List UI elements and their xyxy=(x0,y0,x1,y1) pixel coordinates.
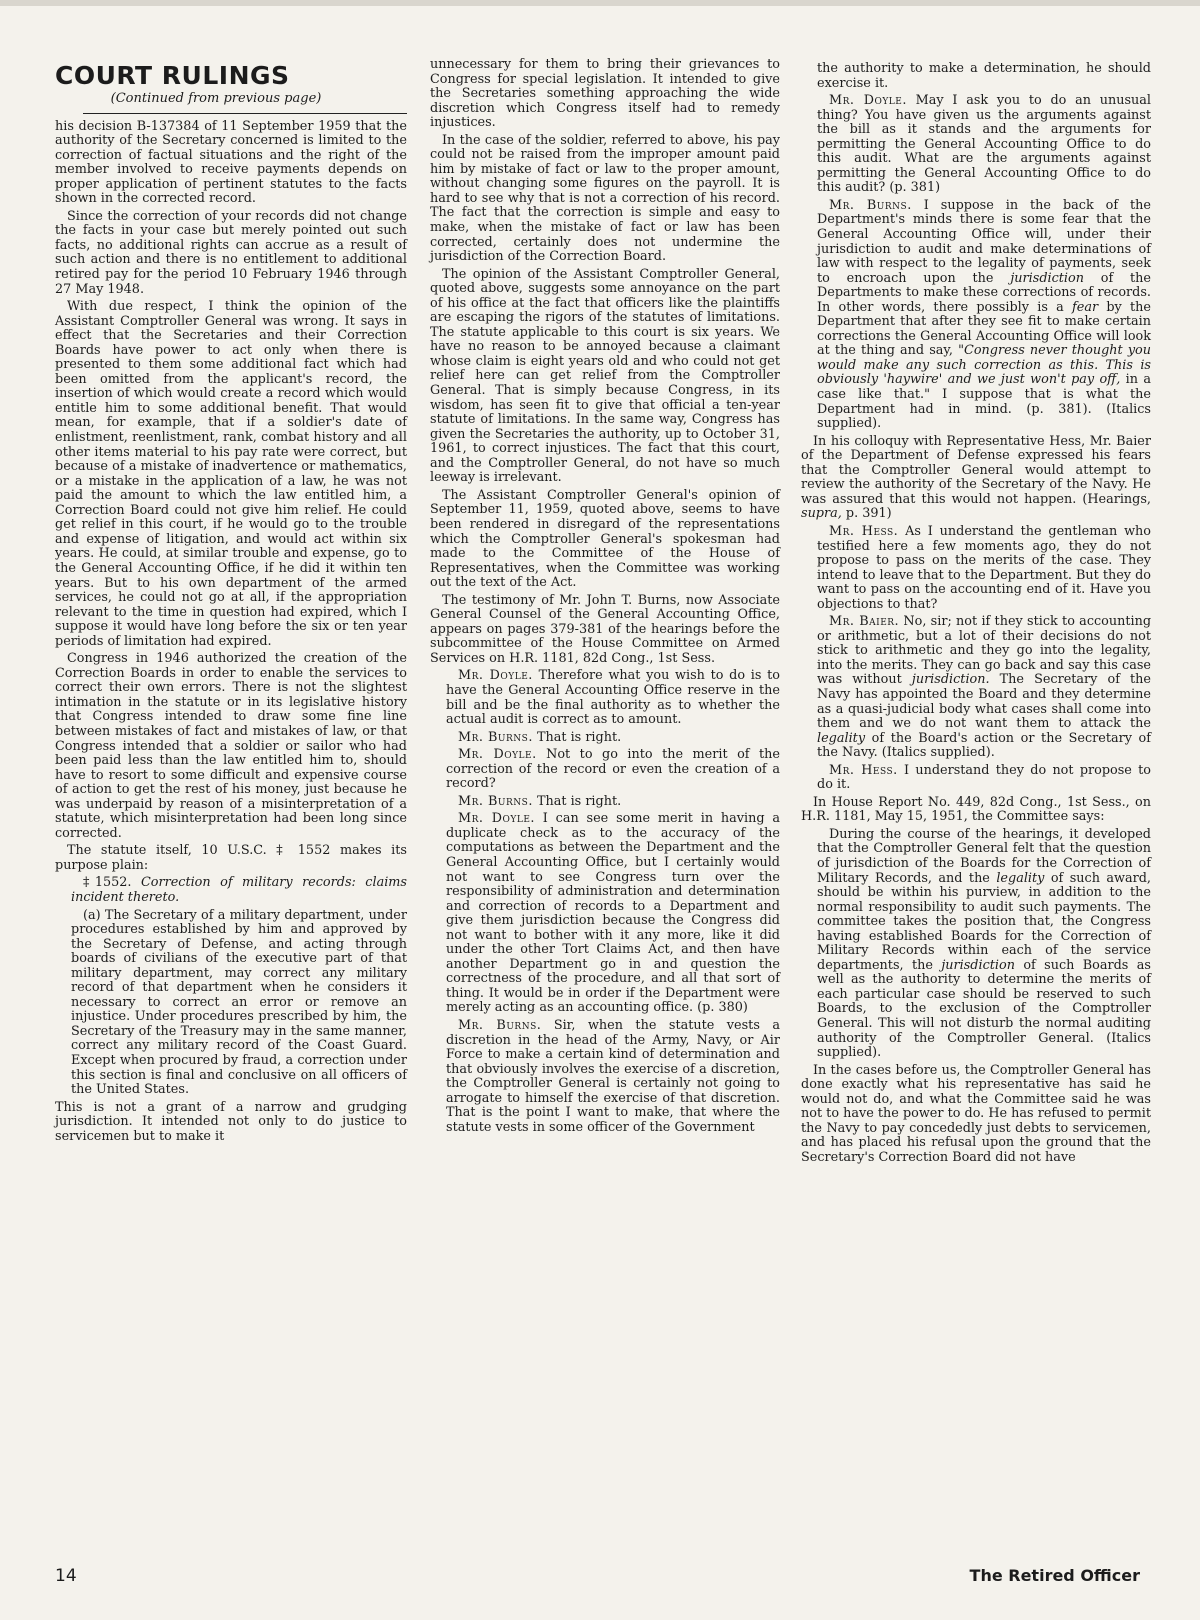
publication-title: The Retired Officer xyxy=(969,1566,1140,1585)
paragraph: The testimony of Mr. John T. Burns, now Associate General Counsel of the General Accounting Office, appears on pages 379-381 of the hearings before the subcommittee of the House Committee on Armed Services on H.R. 1181, 82d Cong., 1st Sess. xyxy=(430,592,780,666)
header-rule xyxy=(83,113,407,114)
paragraph: In the case of the soldier, referred to above, his pay could not be raised from the improper amount paid him by mistake of fact or law to the proper amount, without changing some figures on the payroll. It is hard to see why that is not a correction of his record. The fact that the correction is simple and easy to make, when the mistake of fact or law has been corrected, certainly does not undermine the jurisdiction of the Correction Board. xyxy=(430,132,780,265)
page-number: 14 xyxy=(55,1566,77,1586)
statute-text: (a) The Secretary of a military department, under procedures established by him and approved by the Secretary of Defense, and acting through boards of civilians of the executive part of that military department, may correct any military record of that department when he considers it necessary to correct an error or remove an injustice. Under procedures prescribed by him, the Secretary of the Treasury may in the same manner, correct any military record of the Coast Guard. Except when procured by fraud, a correction under this section is final and conclusive on all officers of the United States. xyxy=(71,907,407,1098)
column-1 xyxy=(55,62,407,1147)
continued-note: (Continued from previous page) xyxy=(110,91,322,106)
report-quote: During the course of the hearings, it developed that the Comptroller General felt that the question of jurisdiction of the Boards for the Correction of Military Records, and the legality of such award, should be within his purview, in addition to the normal responsibility to audit such payments. The committee takes the position that, the Congress having established Boards for the Correction of Military Records within each of the service departments, the jurisdiction of such Boards as well as the authority to determine the merits of each particular case should be reserved to such Boards, to the exclusion of the Comptroller General. This will not disturb the normal auditing authority of the Comptroller General. (Italics supplied). xyxy=(817,826,1151,1061)
paragraph: In House Report No. 449, 82d Cong., 1st Sess., on H.R. 1181, May 15, 1951, the Committee says: xyxy=(801,794,1151,825)
testimony: Mr. Doyle. May I ask you to do an unusual thing? You have given us the arguments against the bill as it stands and the arguments for permitting the General Accounting Office to do this audit. What are the arguments against permitting the General Accounting Office to do this audit? (p. 381) xyxy=(817,93,1151,196)
paragraph: his decision B-137384 of 11 September 1959 that the authority of the Secretary concerned is limited to the correction of factual situations and the right of the member involved to receive payments depends on proper application of pertinent statutes to the facts shown in the corrected record. xyxy=(55,118,407,207)
testimony: the authority to make a determination, he should exercise it. xyxy=(817,61,1151,91)
paragraph: Since the correction of your records did not change the facts in your case but merely pointed out such facts, no additional rights can accrue as a result of such action and there is no entitlement to additional retired pay for the period 10 February 1946 through 27 May 1948. xyxy=(55,208,407,297)
page-title: COURT RULINGS xyxy=(55,61,290,90)
testimony: Mr. Baier. No, sir; not if they stick to accounting or arithmetic, but a lot of their decisions do not stick to arithmetic and they go into the legality, into the merits. They can go back and say this case was without jurisdiction. The Secretary of the Navy has appointed the Board and they determine as a quasi-judicial body what cases shall come into them and we do not want them to attack the legality of the Board's action or the Secretary of the Navy. (Italics supplied). xyxy=(817,614,1152,761)
page-edge xyxy=(0,0,1200,6)
testimony: Mr. Hess. As I understand the gentleman who testified here a few moments ago, they do not propose to pass on the merits of the case. They intend to leave that to the Department. But they do want to pass on the accounting end of it. Have you objections to that? xyxy=(817,523,1151,612)
paragraph: With due respect, I think the opinion of the Assistant Comptroller General was wrong. It says in effect that the Secretaries and their Correction Boards have power to act only when there is presented to them some additional fact which had been omitted from the applicant's record, the insertion of which would create a record which would entitle him to some additional benefit. That would mean, for example, that if a soldier's date of enlistment, reenlistment, rank, combat history and all other items material to his pay rate were correct, but because of a mistake of inadvertence or mathematics, or a mistake in the application of a law, he was not paid the amount to which the law entitled him, a Correction Board could not give him relief. He could get relief in this court, if he would go to the trouble and expense of litigation, and would act within six years. He could, at similar trouble and expense, go to the General Accounting Office, if he did it within ten years. But to his own department of the armed services, he could not go at all, if the appropriation relevant to the time in question had expired, which I suppose it would have long before the six or ten year periods of limitation had expired. xyxy=(55,299,407,649)
column-3 xyxy=(801,62,1151,1168)
testimony: Mr. Doyle. I can see some merit in having a duplicate check as to the accuracy of the computations as between the Department and the General Accounting Office, but I certainly would not want to see Congress turn over the responsibility of administration and determination and correction of records to a Department and give them jurisdiction because the Congress did not want to bother with it any more, like it did under the other Tort Claims Act, and then have another Department go in and question the correctness of the procedure, and all that sort of thing. It would be in order if the Department were merely acting as an accounting office. (p. 380) xyxy=(446,811,780,1016)
paragraph: Congress in 1946 authorized the creation of the Correction Boards in order to enable the services to correct their own errors. There is not the slightest intimation in the statute or in its legislative history that Congress intended to draw some fine line between mistakes of fact and mistakes of law, or that Congress intended that a soldier or sailor who had been paid less than the law entitled him to, should have to resort to some difficult and expensive course of action to get the rest of his money, just because he was underpaid by reason of a misinterpretation of a statute, which misinterpretation had been long since corrected. xyxy=(55,651,407,841)
paragraph: The Assistant Comptroller General's opinion of September 11, 1959, quoted above, seems to have been rendered in disregard of the representations which the Comptroller General's spokesman had made to the Committee of the House of Representatives, when the Committee was working out the text of the Act. xyxy=(430,487,780,591)
testimony: Mr. Burns. That is right. xyxy=(458,793,622,809)
paragraph: unnecessary for them to bring their grievances to Congress for special legislation. It intended to give the Secretaries something approaching the wide discretion which Congress itself had to remedy injustices. xyxy=(430,57,780,131)
testimony: Mr. Doyle. Therefore what you wish to do is to have the General Accounting Office reserve in the bill and be the final authority as to whether the actual audit is correct as to amount. xyxy=(446,668,780,728)
testimony: Mr. Burns. That is right. xyxy=(458,729,622,745)
testimony: Mr. Burns. Sir, when the statute vests a discretion in the head of the Army, Navy, or Air Force to make a certain kind of determination and that obviously involves the exercise of a discretion, the Comptroller General is certainly not going to arrogate to himself the exercise of that discretion. That is the point I want to make, that where the statute vests in some officer of the Government xyxy=(446,1018,781,1135)
paragraph: The opinion of the Assistant Comptroller General, quoted above, suggests some annoyance on the part of his office at the fact that officers like the plaintiffs are escaping the rigors of the statutes of limitations. The statute applicable to this court is six years. We have no reason to be annoyed because a claimant whose claim is eight years old and who could not get relief here can get relief from the Comptroller General. That is simply because Congress, in its wisdom, has seen fit to give that official a ten-year statute of limitations. In the same way, Congress has given the Secretaries the authority, up to October 31, 1961, to correct injustices. The fact that this court, and the Comptroller General, do not have so much leeway is irrelevant. xyxy=(430,266,780,486)
testimony: Mr. Burns. I suppose in the back of the Department's minds there is some fear that the General Accounting Office will, under their jurisdiction to audit and make determinations of law with respect to the legality of payments, seek to encroach upon the jurisdiction of the Departments to make these corrections of records. In other words, there possibly is a fear by the Department that after they see fit to make certain corrections the General Accounting Office will look at the thing and say, "Congress never thought you would make any such correction as this. This is obviously 'haywire' and we just won't pay off, in a case like that." I suppose that is what the Department had in mind. (p. 381). (Italics supplied). xyxy=(817,197,1152,432)
testimony: Mr. Hess. I understand they do not propose to do it. xyxy=(817,762,1151,793)
statute-heading: ‡1552. Correction of military records: claims incident thereto. xyxy=(71,875,407,905)
column-2 xyxy=(430,58,780,1138)
paragraph: In the cases before us, the Comptroller General has done exactly what his representative has said he would not do, and what the Committee said he was not to have the power to do. He has refused to permit the Navy to pay concededly just debts to servicemen, and has placed his refusal upon the ground that the Secretary's Correction Board did not have xyxy=(801,1062,1151,1165)
testimony: Mr. Doyle. Not to go into the merit of the correction of the record or even the creation of a record? xyxy=(446,747,780,792)
paragraph: The statute itself, 10 U.S.C. ‡ 1552 makes its purpose plain: xyxy=(55,843,407,873)
paragraph: This is not a grant of a narrow and grudging jurisdiction. It intended not only to do justice to servicemen but to make it xyxy=(55,1099,407,1144)
paragraph: In his colloquy with Representative Hess, Mr. Baier of the Department of Defense expressed his fears that the Comptroller General would attempt to review the authority of the Secretary of the Navy. He was assured that this would not happen. (Hearings, supra, p. 391) xyxy=(801,433,1151,522)
